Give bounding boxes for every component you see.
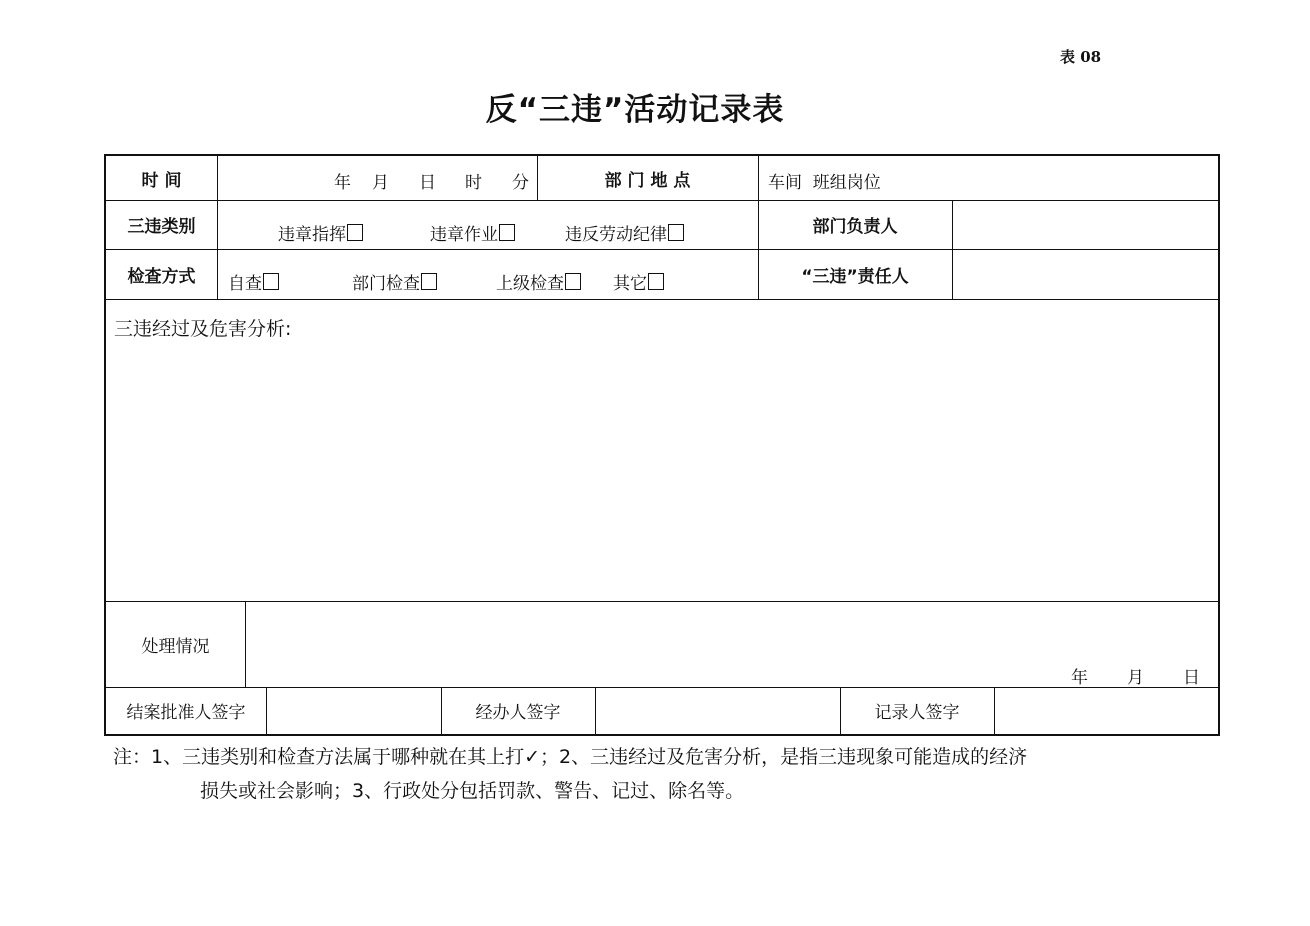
responsible-field[interactable] (952, 249, 1218, 299)
method-label: 检查方式 (127, 266, 196, 287)
option-label: 上级检查 (496, 274, 564, 294)
handler-signature-field[interactable] (596, 687, 840, 734)
checkbox[interactable] (648, 273, 664, 290)
checkbox[interactable] (421, 273, 437, 290)
option-self-check[interactable] (228, 269, 279, 294)
option-labor-discipline[interactable] (565, 220, 684, 245)
handling-label: 处理情况 (141, 636, 210, 657)
option-label: 部门检查 (352, 274, 420, 294)
option-superior-check[interactable] (496, 269, 581, 294)
option-label: 违章作业 (430, 225, 498, 245)
date-year-label: 年 (334, 173, 351, 193)
record-table (104, 154, 1220, 736)
checkbox[interactable] (499, 224, 515, 241)
handling-day-label: 日 (1183, 668, 1200, 688)
option-label: 违反劳动纪律 (565, 225, 667, 245)
recorder-signature-field[interactable] (995, 687, 1218, 734)
checkbox[interactable] (668, 224, 684, 241)
col-divider (217, 156, 218, 299)
option-other[interactable] (613, 269, 664, 294)
date-hour-label: 时 (465, 173, 482, 193)
form-title: 反“三违”活动记录表 (485, 92, 785, 128)
checkbox[interactable] (565, 273, 581, 290)
dept-head-label: 部门负责人 (812, 217, 898, 237)
option-label: 违章指挥 (278, 225, 346, 245)
time-label: 时 间 (141, 170, 182, 191)
form-number: 表 08 (1060, 48, 1102, 66)
responsible-label: “三违”责任人 (801, 266, 909, 287)
date-day-label: 日 (419, 173, 436, 193)
dept-head-field[interactable] (952, 200, 1218, 249)
option-label: 其它 (613, 274, 647, 294)
approver-label: 结案批准人签字 (126, 703, 246, 723)
date-month-label: 月 (372, 173, 389, 193)
handling-field[interactable] (246, 602, 1218, 662)
handling-month-label: 月 (1127, 668, 1144, 688)
recorder-label: 记录人签字 (874, 703, 960, 723)
option-illegal-command[interactable] (278, 220, 363, 245)
row-divider (106, 299, 1218, 300)
analysis-label: 三违经过及危害分析: (114, 318, 292, 340)
handler-label: 经办人签字 (475, 703, 561, 723)
checkbox[interactable] (347, 224, 363, 241)
option-dept-check[interactable] (352, 269, 437, 294)
option-illegal-operation[interactable] (430, 220, 515, 245)
analysis-field[interactable] (106, 336, 1218, 598)
note-line-2: 损失或社会影响；3、行政处分包括罚款、警告、记过、除名等。 (200, 780, 745, 802)
handling-year-label: 年 (1071, 668, 1088, 688)
checkbox[interactable] (263, 273, 279, 290)
location-label: 部 门 地 点 (604, 170, 691, 191)
approver-signature-field[interactable] (267, 687, 441, 734)
location-value: 车间 班组岗位 (768, 173, 881, 193)
option-label: 自查 (228, 274, 262, 294)
date-minute-label: 分 (512, 173, 529, 193)
category-label: 三违类别 (127, 217, 196, 237)
note-line-1: 注：1、三违类别和检查方法属于哪种就在其上打✓；2、三违经过及危害分析，是指三违现象可能造成的经济 (113, 746, 1028, 768)
